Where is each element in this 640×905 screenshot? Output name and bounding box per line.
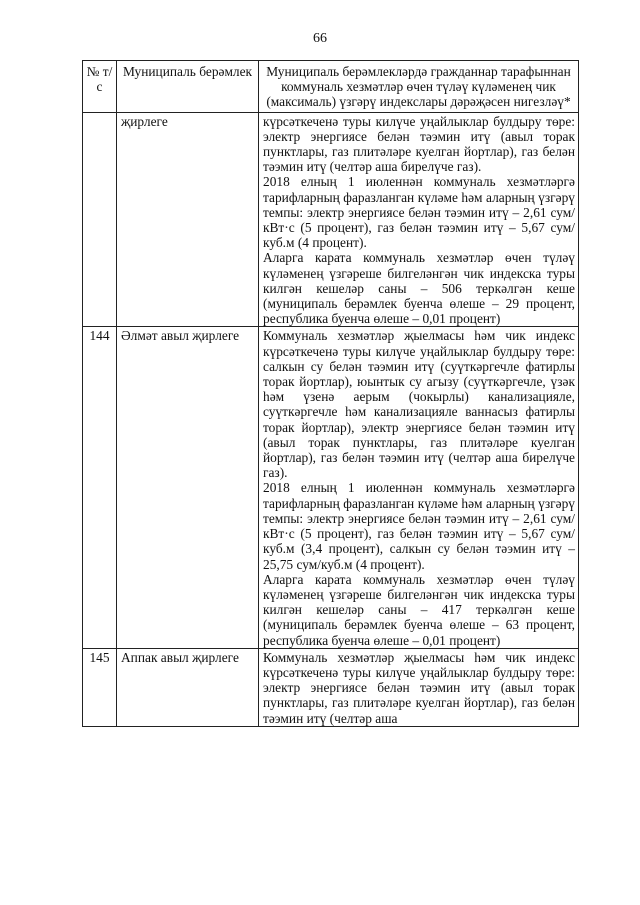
header-basis: Муниципаль берәмлекләрдә гражданнар тарафыннан коммуналь хезмәтләр өчен түләү күләменең чик (максималь) үзгәрү индекслары дәрәҗәсен нигезләү*: [259, 61, 579, 113]
tariff-table: [82, 60, 579, 727]
table-row: [83, 327, 579, 648]
municipality-name: Әлмәт авыл җирлеге: [117, 327, 259, 648]
table-header-row: [83, 61, 579, 113]
header-municipality: Муниципаль берәмлек: [117, 61, 259, 113]
municipality-name: Аппак авыл җирлеге: [117, 648, 259, 726]
row-number: [83, 112, 117, 327]
basis-cell: [259, 327, 579, 648]
header-num: № т/с: [83, 61, 117, 113]
basis-cell: [259, 648, 579, 726]
table-row: [83, 112, 579, 327]
basis-paragraph: Аларга карата коммуналь хезмәтләр өчен түләү күләменең үзгәреше билгеләнгән чик индекска туры килгән кешеләр саны – 506 теркәлгән кеше (муниципаль берәмлек буенча өлеше – 29 процент, республика буенча өлеше – 0,01 процент): [263, 250, 575, 327]
municipality-name: җирлеге: [117, 112, 259, 327]
page-number: 66: [313, 31, 327, 46]
row-number: 145: [83, 648, 117, 726]
basis-paragraph: Аларга карата коммуналь хезмәтләр өчен түләү күләменең үзгәреше билгеләнгән чик индекска туры килгән кешеләр саны – 417 теркәлгән кеше (муниципаль берәмлек буенча өлеше – 63 процент, республика буенча өлеше – 0,01 процент): [263, 571, 575, 648]
table-row: [83, 648, 579, 726]
basis-paragraph: Коммуналь хезмәтләр җыелмасы һәм чик индекс күрсәткеченә туры килүче уңайлыклар булдыру төре: салкын су белән тәэмин итү (суүткәргечле фатирлы торак йортлар), юынтык су агызу (суүткәргечле, үзәк һәм үзенә аерым (чокырлы) канализацияле, суүткәргечле һәм канализацияле ваннасыз фатирлы торак йортлар), электр энергиясе белән тәэмин итү (авыл торак пунктлары, газ плитәләре куелган йортлар), газ белән тәэмин итү (челтәр аша бирелүче газ).: [263, 328, 575, 481]
basis-paragraph: 2018 елның 1 июленнән коммуналь хезмәтләргә тарифларның фаразланган күләме һәм аларның үзгәрү темпы: электр энергиясе белән тәэмин итү – 2,61 сум/кВт·с (5 процент), газ белән тәэмин итү – 5,67 сум/куб.м (3,4 процент), салкын су белән тәэмин итү – 25,75 сум/куб.м (4 процент).: [263, 480, 575, 572]
basis-paragraph: күрсәткеченә туры килүче уңайлыклар булдыру төре: электр энергиясе белән тәэмин итү (авыл торак пунктлары, газ плитәләре куелган йортлар), газ белән тәэмин итү (челтәр аша бирелүче газ).: [263, 113, 575, 175]
basis-paragraph: 2018 елның 1 июленнән коммуналь хезмәтләргә тарифларның фаразланган күләме һәм аларның үзгәрү темпы: электр энергиясе белән тәэмин итү – 2,61 сум/кВт·с (5 процент), газ белән тәэмин итү – 5,67 сум/куб.м (4 процент).: [263, 174, 575, 251]
basis-cell: [259, 112, 579, 327]
row-number: 144: [83, 327, 117, 648]
basis-paragraph: Коммуналь хезмәтләр җыелмасы һәм чик индекс күрсәткеченә туры килүче уңайлыклар булдыру төре: электр энергиясе белән тәэмин итү (авыл торак пунктлары, газ плитәләре куелган йортлар), газ белән тәэмин итү (челтәр аша: [263, 649, 575, 726]
